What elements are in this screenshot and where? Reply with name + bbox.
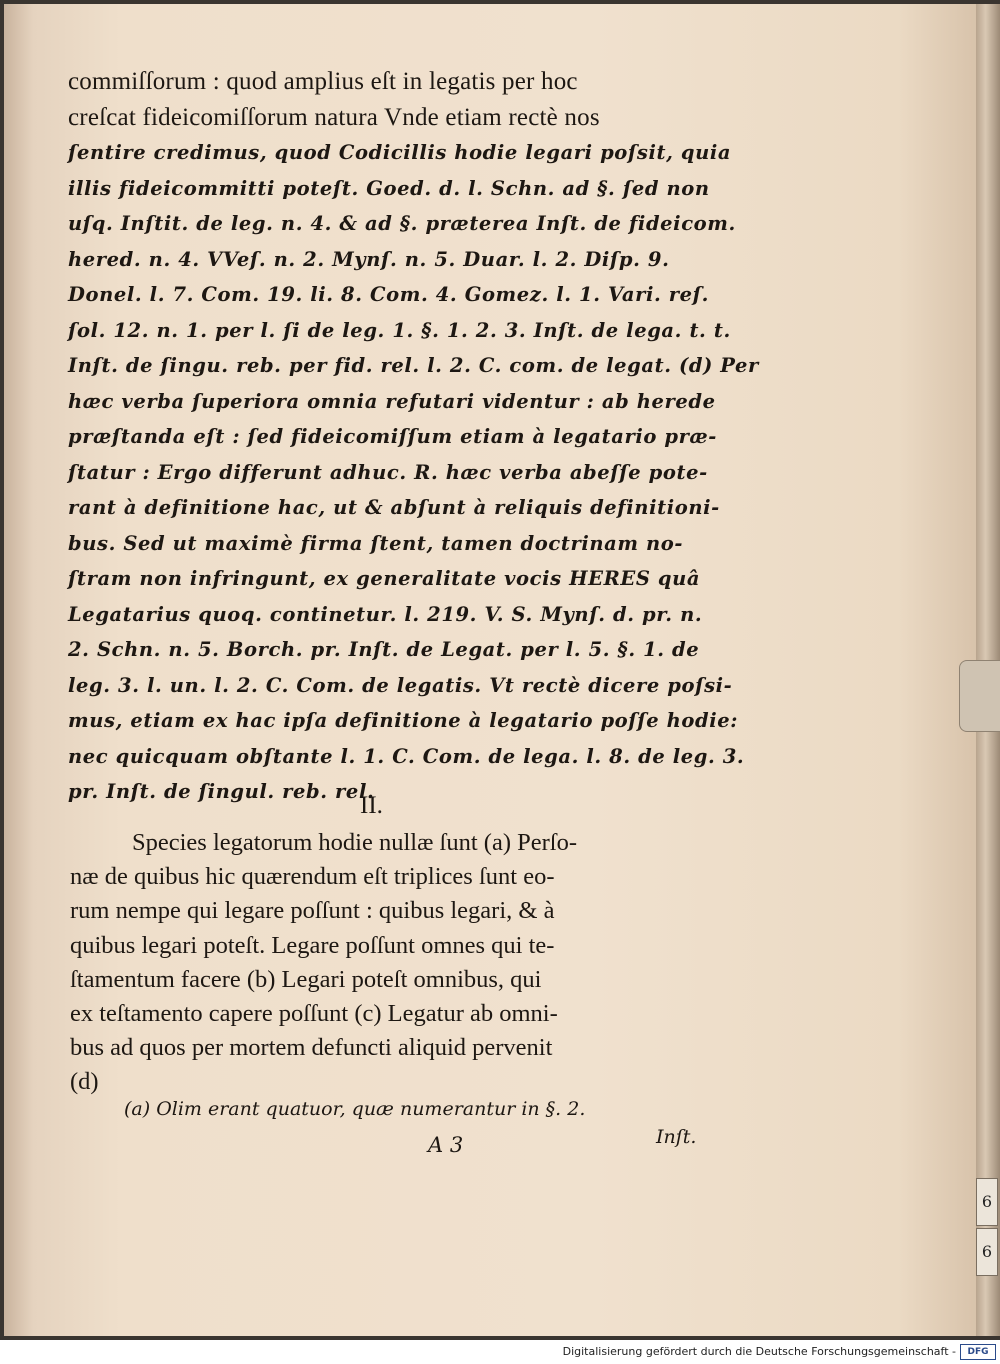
text-line: hered. n. 4. VVeſ. n. 2. Mynſ. n. 5. Duar. l. 2. Diſp. 9. bbox=[68, 247, 670, 271]
body-line: næ de quibus hic quærendum eſt triplices ſunt eo- bbox=[70, 863, 555, 891]
text-line: ſentire credimus, quod Codicillis hodie legari poſsit, quia bbox=[68, 141, 732, 164]
footer-credit: Digitalisierung gefördert durch die Deutsche Forschungsgemeinschaft - bbox=[562, 1345, 956, 1358]
section-heading: II. bbox=[360, 792, 383, 819]
text-line: rant à definitione hac, ut & abſunt à reliquis definitioni- bbox=[68, 496, 720, 519]
digitization-footer bbox=[0, 1340, 1000, 1364]
corner-mark-2: 6 bbox=[976, 1228, 998, 1276]
body-line: quibus legari poteſt. Legare poſſunt omnes qui te- bbox=[70, 931, 555, 959]
text-line: pr. Inſt. de ſingul. reb. rel. bbox=[68, 780, 375, 803]
text-line: ſtram non infringunt, ex generalitate vocis HERES quâ bbox=[68, 567, 701, 590]
body-line: rum nempe qui legare poſſunt : quibus legari, & à bbox=[70, 897, 555, 925]
catchword: Inſt. bbox=[656, 1126, 697, 1148]
text-line: creſcat fideicomiſſorum natura Vnde etiam rectè nos bbox=[68, 103, 600, 131]
footnote: (a) Olim erant quatuor, quæ numerantur in §. 2. bbox=[124, 1098, 586, 1120]
text-line: mus, etiam ex hac ipſa definitione à legatario poſſe hodie: bbox=[68, 709, 739, 732]
text-line: hæc verba ſuperiora omnia refutari videntur : ab herede bbox=[68, 389, 716, 413]
text-line: præſtanda eſt : ſed fideicomiſſum etiam à legatario præ- bbox=[68, 425, 717, 448]
text-block-lower bbox=[70, 826, 720, 1100]
body-line: Species legatorum hodie nullæ ſunt (a) Perſo- bbox=[132, 829, 577, 856]
corner-mark-1: 6 bbox=[976, 1178, 998, 1226]
text-line: 2. Schn. n. 5. Borch. pr. Inſt. de Legat. per l. 5. §. 1. de bbox=[68, 638, 700, 661]
body-line: ſtamentum facere (b) Legari poteſt omnibus, qui bbox=[70, 965, 542, 993]
text-line: uſq. Inſtit. de leg. n. 4. & ad §. præterea Inſt. de fideicom. bbox=[68, 212, 736, 235]
dfg-logo-icon: DFG bbox=[960, 1344, 996, 1360]
text-line: leg. 3. l. un. l. 2. C. Com. de legatis. Vt rectè dicere poſsi- bbox=[68, 673, 733, 697]
text-line: Inſt. de ſingu. reb. per fid. rel. l. 2. C. com. de legat. (d) Per bbox=[68, 354, 759, 377]
text-line: ſol. 12. n. 1. per l. ſi de leg. 1. §. 1. 2. 3. Inſt. de lega. t. t. bbox=[68, 318, 731, 342]
page-tab-marker bbox=[959, 660, 1000, 732]
text-line: ſtatur : Ergo differunt adhuc. R. hæc verba abeſſe pote- bbox=[68, 460, 708, 484]
signature-mark: A 3 bbox=[428, 1133, 464, 1157]
body-line: (d) bbox=[70, 1068, 99, 1096]
text-line: illis fideicommitti poteſt. Goed. d. l. Schn. ad §. ſed non bbox=[68, 176, 710, 200]
text-line: Donel. l. 7. Com. 19. li. 8. Com. 4. Gomez. l. 1. Vari. reſ. bbox=[68, 283, 710, 306]
text-line: commiſſorum : quod amplius eſt in legatis per hoc bbox=[68, 68, 578, 95]
text-block-upper bbox=[68, 64, 759, 810]
body-line: bus ad quos per mortem defuncti aliquid pervenit bbox=[70, 1034, 553, 1062]
text-line: Legatarius quoq. continetur. l. 219. V. S. Mynſ. d. pr. n. bbox=[68, 602, 703, 626]
text-line: nec quicquam obſtante l. 1. C. Com. de lega. l. 8. de leg. 3. bbox=[68, 744, 745, 768]
body-line: ex teſtamento capere poſſunt (c) Legatur ab omni- bbox=[70, 999, 558, 1027]
text-line: bus. Sed ut maximè firma ſtent, tamen doctrinam no- bbox=[68, 531, 684, 555]
